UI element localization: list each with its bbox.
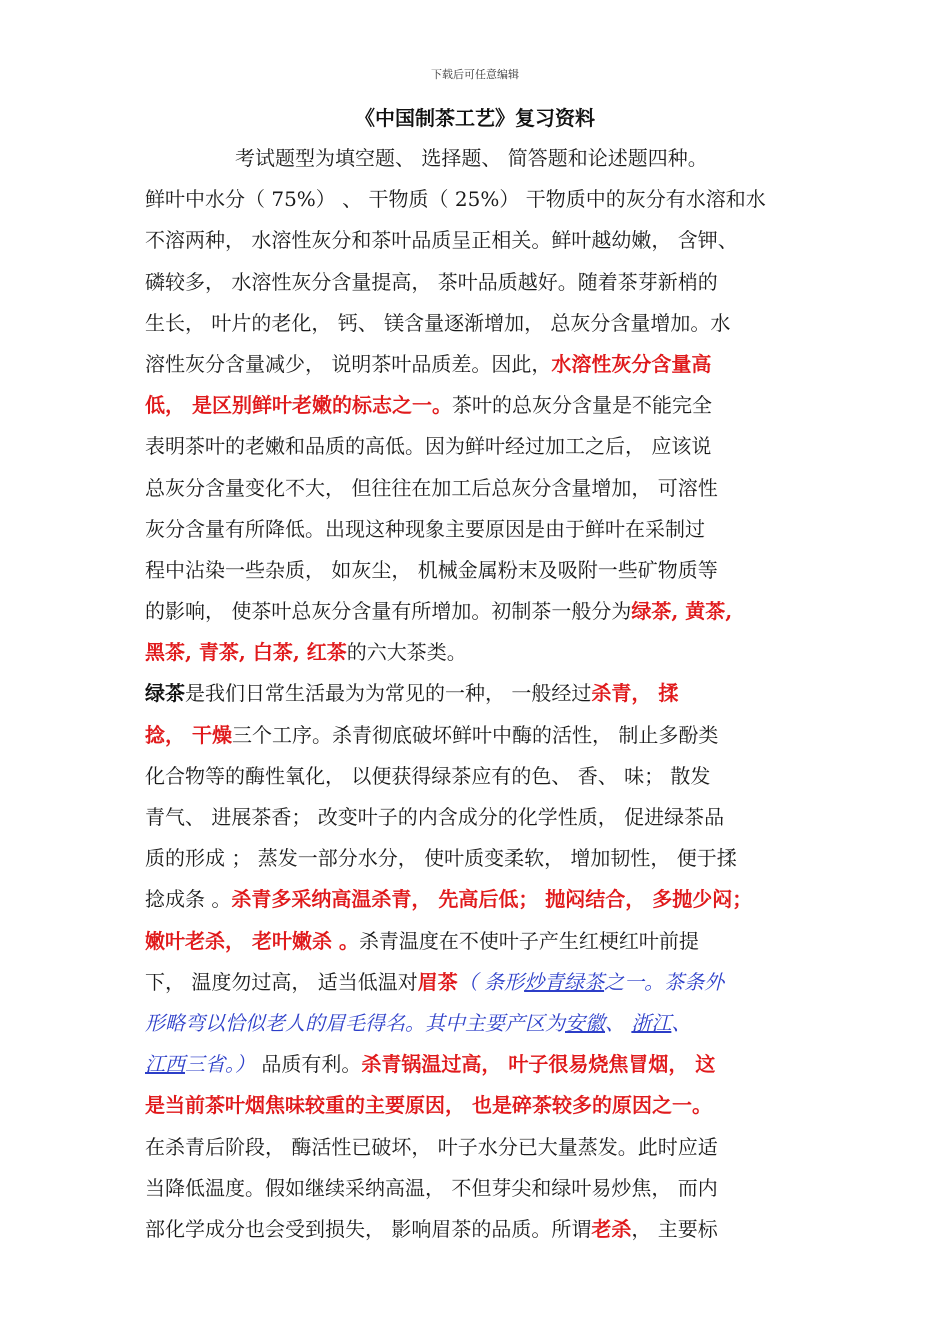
note-text: 之一。茶条外 (604, 969, 725, 994)
underlined-term[interactable] (631, 1011, 671, 1035)
body-text: 程中沾染一些杂质， 如灰尘， 机械金属粉末及吸附一些矿物质等 (145, 557, 718, 582)
text-line (145, 921, 810, 962)
text-line (145, 1127, 810, 1168)
body-text: 部化学成分也会受到损失， 影响眉茶的品质。所谓 (145, 1216, 592, 1241)
highlight-text: 是当前茶叶烟焦味较重的主要原因， 也是碎茶较多的原因之一。 (145, 1093, 712, 1118)
document-body (145, 138, 810, 1250)
body-text: 青气、 进展茶香； 改变叶子的内含成分的化学性质， 促进绿茶品 (145, 805, 725, 829)
body-text: 表明茶叶的老嫩和品质的高低。因为鲜叶经过加工之后， 应该说 (145, 434, 712, 459)
text-line (145, 426, 810, 467)
highlight-text: 捻， 干燥 (145, 722, 232, 747)
note-text: （ 条形 (457, 969, 525, 994)
header-note: 下载后可任意编辑 (431, 68, 519, 81)
text-line (145, 1209, 810, 1250)
body-text: 的六大茶类。 (346, 640, 467, 665)
body-text: 杀青温度在不使叶子产生红梗红叶前提 (358, 928, 699, 953)
text-line (145, 879, 810, 920)
text-line (145, 344, 810, 385)
text-line (145, 509, 810, 550)
body-text: 茶叶的总灰分含量是不能完全 (451, 393, 712, 418)
text-line (145, 385, 810, 426)
body-text: 捻成条 。 (145, 887, 232, 912)
highlight-text: 绿茶, 黄茶, (631, 599, 733, 624)
text-line (145, 632, 810, 673)
text-line (145, 220, 810, 261)
underlined-term[interactable] (524, 970, 604, 994)
text-line (145, 756, 810, 797)
highlight-text: 老杀 (591, 1216, 632, 1241)
link-text[interactable]: 浙江 (631, 1010, 672, 1035)
text-line (145, 673, 810, 714)
highlight-text: 水溶性灰分含量高 (551, 351, 712, 376)
body-text: 考试题型为填空题、 选择题、 简答题和论述题四种。 (235, 146, 708, 170)
text-line (145, 138, 810, 179)
body-text: 质的形成 ； 蒸发一部分水分， 使叶质变柔软， 增加韧性， 便于揉 (145, 846, 737, 871)
text-line (145, 962, 810, 1003)
link-text[interactable]: 炒青绿茶 (524, 969, 605, 994)
link-text[interactable]: 江西 (145, 1052, 185, 1077)
body-text: 品质有利。 (255, 1052, 362, 1077)
text-line (145, 179, 810, 220)
highlight-text: 黑茶, 青茶, 白茶, 红茶 (145, 640, 347, 665)
text-line (145, 468, 810, 509)
body-text: 下， 温度勿过高， 适当低温对 (145, 969, 418, 994)
body-text: 鲜叶中水分（ 75%） 、 干物质（ 25%） 干物质中的灰分有水溶和水 (145, 187, 766, 212)
page-title: 《中国制茶工艺》复习资料 (355, 106, 595, 130)
underlined-term[interactable] (565, 1011, 605, 1035)
body-text: ， 主要标 (631, 1216, 718, 1241)
link-text[interactable]: 安徽 (565, 1010, 605, 1035)
body-text: 的影响， 使茶叶总灰分含量有所增加。初制茶一般分为 (145, 599, 632, 624)
note-text: 三省。） (185, 1052, 255, 1077)
body-text: 化合物等的酶性氧化， 以便获得绿茶应有的色、 香、 味； 散发 (145, 763, 711, 788)
text-line (145, 1085, 810, 1126)
body-text: 当降低温度。假如继续采纳高温， 不但芽尖和绿叶易炒焦， 而内 (145, 1175, 718, 1200)
highlight-text: 杀青多采纳高温杀青， 先高后低； 抛闷结合， 多抛少闷； (231, 887, 753, 912)
text-line (145, 797, 810, 838)
highlight-text: 眉茶 (417, 969, 458, 994)
note-text: 、 (605, 1010, 632, 1035)
note-text: 、 (671, 1010, 692, 1035)
body-text: 三个工序。杀青彻底破坏鲜叶中酶的活性， 制止多酚类 (231, 722, 719, 747)
text-line (145, 1168, 810, 1209)
body-text: 磷较多， 水溶性灰分含量提高， 茶叶品质越好。随着茶芽新梢的 (145, 269, 718, 294)
body-text: 不溶两种， 水溶性灰分和茶叶品质呈正相关。鲜叶越幼嫩， 含钾、 (145, 228, 738, 253)
text-line (145, 1044, 810, 1085)
body-text: 灰分含量有所降低。出现这种现象主要原因是由于鲜叶在采制过 (145, 516, 705, 541)
body-text: 总灰分含量变化不大， 但往往在加工后总灰分含量增加， 可溶性 (145, 475, 718, 500)
underlined-term[interactable] (145, 1052, 185, 1076)
text-line (145, 838, 810, 879)
body-text: 在杀青后阶段， 酶活性已破坏， 叶子水分已大量蒸发。此时应适 (145, 1134, 718, 1159)
text-line (145, 591, 810, 632)
text-line (145, 262, 810, 303)
text-line (145, 1003, 810, 1044)
text-line (145, 303, 810, 344)
highlight-text: 杀青锅温过高， 叶子很易烧焦冒烟， 这 (361, 1052, 716, 1077)
body-text: 溶性灰分含量减少， 说明茶叶品质差。因此， (145, 351, 552, 376)
body-text: 绿茶 (145, 681, 185, 706)
text-line (145, 550, 810, 591)
body-text: 是我们日常生活最为为常见的一种， 一般经过 (185, 681, 592, 706)
text-line (145, 715, 810, 756)
highlight-text: 嫩叶老杀， 老叶嫩杀 。 (145, 928, 359, 953)
body-text: 生长， 叶片的老化， 钙、 镁含量逐渐增加， 总灰分含量增加。水 (145, 310, 731, 335)
highlight-text: 低， 是区别鲜叶老嫩的标志之一。 (145, 393, 452, 418)
highlight-text: 杀青， 揉 (591, 681, 679, 706)
note-text: 形略弯以恰似老人的眉毛得名。其中主要产区为 (145, 1010, 565, 1035)
